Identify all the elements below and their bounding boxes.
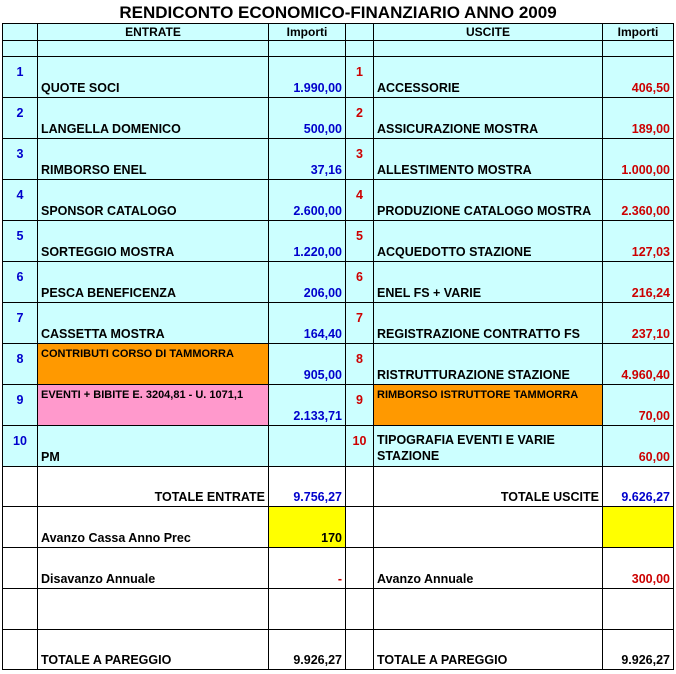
totale-entrate-value: 9.756,27: [269, 467, 346, 507]
uscita-amount: 406,50: [603, 57, 674, 98]
entrata-amount: 500,00: [269, 98, 346, 139]
empty-cell: [346, 548, 374, 589]
uscita-amount: 70,00: [603, 385, 674, 426]
row-number: 8: [346, 344, 374, 385]
disavanzo-label: Disavanzo Annuale: [38, 548, 269, 589]
empty-cell: [346, 589, 374, 630]
uscita-desc: REGISTRAZIONE CONTRATTO FS: [374, 303, 603, 344]
entrata-amount: 37,16: [269, 139, 346, 180]
avanzo-cassa-label: Avanzo Cassa Anno Prec: [38, 507, 269, 548]
uscita-desc: ENEL FS + VARIE: [374, 262, 603, 303]
entrata-desc-highlight: [38, 385, 269, 426]
avanzo-cassa-row: [3, 507, 674, 548]
spacer-row: [3, 41, 674, 57]
avanzo-cassa-value: 170: [269, 507, 346, 548]
entrata-desc: CASSETTA MOSTRA: [38, 303, 269, 344]
entrata-desc-highlight: [38, 344, 269, 385]
entrata-desc: RIMBORSO ENEL: [38, 139, 269, 180]
uscita-amount: 127,03: [603, 221, 674, 262]
pareggio-row: [3, 630, 674, 670]
pareggio-right-value: 9.926,27: [603, 630, 674, 670]
empty-cell: [346, 630, 374, 670]
header-importi-left: Importi: [269, 24, 346, 41]
entrata-desc: EVENTI + BIBITE E. 3204,81 - U. 1071,1: [41, 389, 244, 401]
row-number: 2: [346, 98, 374, 139]
row-number: 3: [346, 139, 374, 180]
row-number: 9: [346, 385, 374, 426]
row-number: 1: [3, 57, 38, 98]
row-number: 10: [346, 426, 374, 467]
uscita-amount: 216,24: [603, 262, 674, 303]
totale-uscite-value: 9.626,27: [603, 467, 674, 507]
table-row: [3, 180, 674, 221]
spacer-cell: [269, 41, 346, 57]
avanzo-annuale-value: 300,00: [603, 548, 674, 589]
row-number: 10: [3, 426, 38, 467]
row-number: 8: [3, 344, 38, 385]
entrata-amount: 2.133,71: [269, 385, 346, 426]
uscita-desc: PRODUZIONE CATALOGO MOSTRA: [374, 180, 603, 221]
row-number: 5: [346, 221, 374, 262]
spacer-cell: [3, 41, 38, 57]
header-corner-left: [3, 24, 38, 41]
uscita-amount: 189,00: [603, 98, 674, 139]
uscita-desc: TIPOGRAFIA EVENTI E VARIE STAZIONE: [374, 426, 603, 467]
row-number: 3: [3, 139, 38, 180]
table-row: [3, 426, 674, 467]
uscita-amount: 1.000,00: [603, 139, 674, 180]
empty-cell: [3, 467, 38, 507]
spacer-cell: [346, 41, 374, 57]
uscita-amount: 237,10: [603, 303, 674, 344]
pareggio-left-label: TOTALE A PAREGGIO: [38, 630, 269, 670]
empty-cell: [346, 467, 374, 507]
row-number: 1: [346, 57, 374, 98]
entrata-amount: 164,40: [269, 303, 346, 344]
avanzo-cassa-right-highlight: [603, 507, 674, 548]
entrata-amount: 1.990,00: [269, 57, 346, 98]
table-row: [3, 262, 674, 303]
empty-cell: [3, 589, 38, 630]
header-row: [3, 24, 674, 41]
entrata-amount: [269, 426, 346, 467]
uscita-desc: RISTRUTTURAZIONE STAZIONE: [374, 344, 603, 385]
uscita-amount: 2.360,00: [603, 180, 674, 221]
entrata-desc: SORTEGGIO MOSTRA: [38, 221, 269, 262]
entrata-desc: CONTRIBUTI CORSO DI TAMMORRA: [41, 348, 234, 360]
disavanzo-value: -: [269, 548, 346, 589]
table-row: [3, 139, 674, 180]
table-row: [3, 221, 674, 262]
spacer-cell: [38, 41, 269, 57]
empty-cell: [38, 589, 269, 630]
row-number: 9: [3, 385, 38, 426]
pareggio-right-label: TOTALE A PAREGGIO: [374, 630, 603, 670]
row-number: 4: [346, 180, 374, 221]
entrata-desc: SPONSOR CATALOGO: [38, 180, 269, 221]
empty-cell: [3, 630, 38, 670]
entrata-amount: 1.220,00: [269, 221, 346, 262]
spacer-cell: [374, 41, 603, 57]
table-row: [3, 57, 674, 98]
uscita-amount: 60,00: [603, 426, 674, 467]
uscita-amount: 4.960,40: [603, 344, 674, 385]
empty-cell: [3, 507, 38, 548]
entrata-amount: 2.600,00: [269, 180, 346, 221]
table-row: [3, 303, 674, 344]
entrata-desc: LANGELLA DOMENICO: [38, 98, 269, 139]
table-row: [3, 344, 674, 385]
entrata-desc: PESCA BENEFICENZA: [38, 262, 269, 303]
row-number: 4: [3, 180, 38, 221]
entrata-desc: QUOTE SOCI: [38, 57, 269, 98]
uscita-desc: ACQUEDOTTO STAZIONE: [374, 221, 603, 262]
uscita-desc: ACCESSORIE: [374, 57, 603, 98]
empty-cell: [3, 548, 38, 589]
empty-cell: [374, 507, 603, 548]
totale-entrate-label: TOTALE ENTRATE: [38, 467, 269, 507]
entrata-desc: PM: [38, 426, 269, 467]
report-title: RENDICONTO ECONOMICO-FINANZIARIO ANNO 2009: [119, 3, 557, 22]
pareggio-left-value: 9.926,27: [269, 630, 346, 670]
empty-cell: [603, 589, 674, 630]
row-number: 7: [3, 303, 38, 344]
uscita-desc: ALLESTIMENTO MOSTRA: [374, 139, 603, 180]
table-row: [3, 385, 674, 426]
row-number: 7: [346, 303, 374, 344]
header-importi-right: Importi: [603, 24, 674, 41]
totals-row: [3, 467, 674, 507]
empty-row: [3, 589, 674, 630]
totale-uscite-label: TOTALE USCITE: [374, 467, 603, 507]
header-corner-right: [346, 24, 374, 41]
empty-cell: [346, 507, 374, 548]
empty-cell: [269, 589, 346, 630]
table-row: [3, 98, 674, 139]
row-number: 2: [3, 98, 38, 139]
uscita-desc-highlight: [374, 385, 603, 426]
avanzo-annuale-label: Avanzo Annuale: [374, 548, 603, 589]
header-uscite: USCITE: [374, 24, 603, 41]
uscita-desc: RIMBORSO ISTRUTTORE TAMMORRA: [377, 389, 579, 401]
uscita-desc: ASSICURAZIONE MOSTRA: [374, 98, 603, 139]
header-entrate: ENTRATE: [38, 24, 269, 41]
empty-cell: [374, 589, 603, 630]
spacer-cell: [603, 41, 674, 57]
report-table: [2, 23, 674, 670]
row-number: 6: [3, 262, 38, 303]
row-number: 5: [3, 221, 38, 262]
row-number: 6: [346, 262, 374, 303]
entrata-amount: 206,00: [269, 262, 346, 303]
saldo-annuale-row: [3, 548, 674, 589]
entrata-amount: 905,00: [269, 344, 346, 385]
